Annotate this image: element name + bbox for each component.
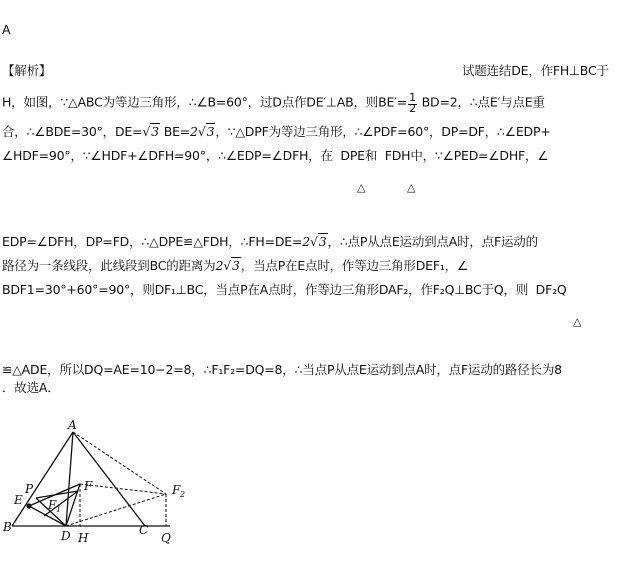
solution-line-7: 路径为一条线段，此线段到BC的距离为2√3，当点P在E点时，作等边三角形DEF₁，∠ bbox=[2, 258, 468, 273]
label-p: P bbox=[25, 482, 34, 496]
label-f2: F bbox=[172, 483, 181, 497]
label-f1-sub: 1 bbox=[56, 505, 62, 514]
solution-line-3: H，如图，∵△ABC为等边三角形，∴∠B=60°，过D点作DE′⊥AB，则$BE'=\frac{1}{2} BD=2$，∴点E′与点E重 bbox=[2, 91, 545, 115]
triangle-symbol-2: △ bbox=[407, 181, 416, 194]
solution-line-6: EDP=∠DFH，DP=FD，∴△DPE≌△FDH，∴FH=DE=2√3，∴点P从点E运动到点A时，点F运动的 bbox=[2, 234, 538, 249]
triangle-symbol-3: △ bbox=[573, 315, 582, 328]
answer-label: A bbox=[2, 22, 11, 37]
segment-df2 bbox=[66, 494, 166, 526]
label-d: D bbox=[61, 529, 71, 543]
label-f2-sub: 2 bbox=[180, 490, 186, 499]
label-h: H bbox=[78, 531, 89, 545]
label-f: F bbox=[84, 479, 93, 493]
label-a: A bbox=[68, 418, 77, 432]
solution-line-4: 合，∴∠BDE=30°，DE=√3 BE=2√3，∵△DPF为等边三角形，∴∠PDF=60°，DP=DF，∴∠EDP+ bbox=[2, 124, 551, 139]
label-b: B bbox=[3, 520, 12, 534]
point-e bbox=[26, 503, 31, 508]
label-c: C bbox=[139, 523, 149, 537]
analysis-lead: 试题连结DE，作FH⊥BC于 bbox=[462, 63, 609, 78]
segment-ad bbox=[66, 432, 73, 526]
solution-line-10: ．故选A． bbox=[2, 380, 60, 395]
side-ab bbox=[12, 432, 73, 526]
triangle-symbol-1: △ bbox=[357, 181, 366, 194]
label-q: Q bbox=[161, 531, 171, 545]
solution-line-9: ≌△ADE，所以DQ=AE=10−2=8，∴F₁F₂=DQ=8，∴当点P从点E运动到点A时，点F运动的路径长为8 bbox=[2, 362, 562, 377]
geometry-figure bbox=[0, 418, 200, 568]
fraction-half: $\frac{1}{2}$ bbox=[409, 91, 416, 115]
analysis-tag: 【解析】 bbox=[2, 63, 52, 78]
label-e: E bbox=[14, 493, 23, 507]
solution-line-5: ∠HDF=90°，∵∠HDF+∠DFH=90°，∴∠EDP=∠DFH，在 DPE和 FDH中，∵∠PED=∠DHF，∠ bbox=[2, 148, 549, 163]
solution-line-8: BDF1=30°+60°=90°，则DF₁⊥BC，当点P在A点时，作等边三角形DAF₂，作F₂Q⊥BC于Q，则 DF₂Q bbox=[2, 282, 567, 297]
label-f1: F bbox=[48, 498, 57, 512]
